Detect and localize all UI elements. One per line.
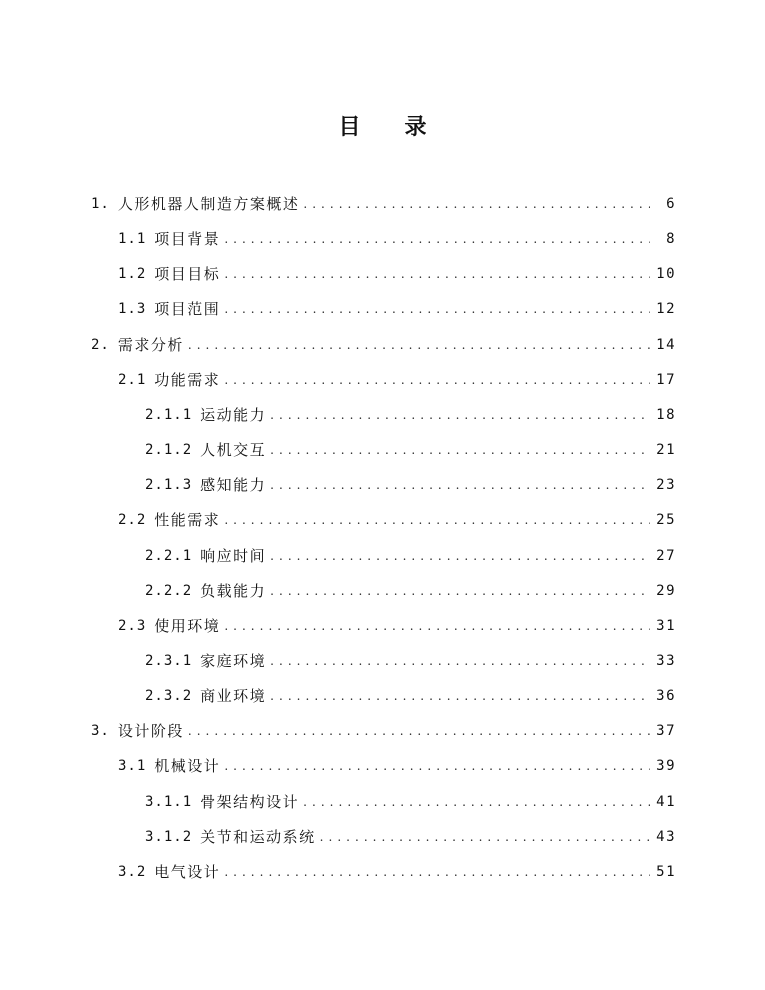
toc-entry-label: 机械设计 — [154, 757, 221, 776]
toc-entry-page-number: 33 — [656, 652, 676, 669]
toc-dot-leader — [270, 435, 650, 465]
toc-entry-page-number: 23 — [656, 477, 676, 494]
toc-entry-page-number: 12 — [656, 301, 676, 318]
toc-entry-label: 骨架结构设计 — [200, 792, 300, 811]
toc-dot-leader — [224, 365, 650, 395]
toc-dot-leader — [188, 330, 650, 360]
toc-entry-page-number: 43 — [656, 828, 676, 845]
toc-entry-label: 电气设计 — [154, 862, 221, 881]
toc-entry-number: 3.2 — [118, 863, 147, 880]
toc-entry-label: 商业环境 — [200, 687, 267, 706]
toc-entry-number: 2.3 — [118, 617, 147, 634]
toc-dot-leader — [270, 470, 650, 500]
toc-entry-page-number: 39 — [656, 758, 676, 775]
toc-entry-number: 2.3.1 — [145, 652, 193, 669]
toc-entry-label: 功能需求 — [154, 370, 221, 389]
toc-dot-leader — [188, 716, 650, 746]
toc-dot-leader — [270, 541, 650, 571]
toc-title — [0, 112, 765, 144]
toc-entry-page-number: 27 — [656, 547, 676, 564]
toc-entry-label: 运动能力 — [200, 405, 267, 424]
toc-entry-label: 人形机器人制造方案概述 — [117, 195, 300, 213]
toc-entry-label: 性能需求 — [154, 511, 221, 530]
toc-entry-label: 关节和运动系统 — [200, 827, 316, 846]
toc-entry-page-number: 36 — [656, 688, 676, 705]
toc-entry[interactable] — [118, 751, 676, 781]
toc-entry-label: 设计阶段 — [117, 722, 184, 741]
toc-entry-number: 2.1.1 — [145, 406, 193, 423]
toc-entry-page-number: 29 — [656, 582, 676, 599]
toc-entry[interactable] — [91, 189, 676, 219]
toc-entry-label: 项目目标 — [154, 265, 221, 284]
toc-entry-number: 3.1.1 — [145, 793, 193, 810]
toc-dot-leader — [320, 822, 650, 852]
toc-entry-page-number: 8 — [666, 231, 676, 248]
toc-entry[interactable] — [145, 576, 676, 606]
toc-entry[interactable] — [118, 365, 676, 395]
toc-entry-label: 项目背景 — [154, 230, 221, 249]
toc-dot-leader — [224, 224, 650, 254]
toc-entry-page-number: 25 — [656, 512, 676, 529]
toc-entry-number: 2.1.3 — [145, 477, 193, 494]
toc-entry[interactable] — [118, 224, 676, 254]
toc-entry-page-number: 10 — [656, 266, 676, 283]
toc-dot-leader — [303, 787, 650, 817]
toc-entry-page-number: 41 — [656, 793, 676, 810]
toc-entry-number: 1.1 — [118, 231, 147, 248]
toc-entry[interactable] — [118, 857, 676, 887]
toc-dot-leader — [303, 189, 650, 219]
toc-entry[interactable] — [91, 330, 676, 360]
toc-entry-number: 2.2.2 — [145, 582, 193, 599]
toc-title-right: 录 — [404, 115, 427, 140]
toc-entry[interactable] — [145, 435, 676, 465]
toc-dot-leader — [224, 259, 650, 289]
toc-entry-number: 1.2 — [118, 266, 147, 283]
toc-entry[interactable] — [118, 259, 676, 289]
toc-entry[interactable] — [145, 400, 676, 430]
toc-entry-page-number: 14 — [656, 336, 676, 353]
toc-entry-number: 2.3.2 — [145, 688, 193, 705]
toc-entry[interactable] — [145, 470, 676, 500]
toc-entry-page-number: 6 — [666, 196, 676, 212]
toc-entry-label: 响应时间 — [200, 546, 267, 565]
toc-entry-page-number: 18 — [656, 406, 676, 423]
toc-entry[interactable] — [91, 716, 676, 746]
toc-entry-label: 家庭环境 — [200, 651, 267, 670]
toc-entry-number: 2.2.1 — [145, 547, 193, 564]
toc-entry-number: 2.1 — [118, 371, 147, 388]
toc-entry-label: 使用环境 — [154, 616, 221, 635]
toc-entry-page-number: 31 — [656, 617, 676, 634]
toc-entry-number: 3.1 — [118, 758, 147, 775]
toc-entry-label: 人机交互 — [200, 441, 267, 460]
toc-entry-number: 2. — [91, 336, 110, 353]
toc-dot-leader — [224, 611, 650, 641]
toc-entry-label: 需求分析 — [117, 335, 184, 354]
toc-entry[interactable] — [145, 681, 676, 711]
toc-entry[interactable] — [145, 541, 676, 571]
toc-dot-leader — [270, 681, 650, 711]
toc-entry-number: 2.2 — [118, 512, 147, 529]
toc-dot-leader — [224, 751, 650, 781]
toc-entry-number: 1.3 — [118, 301, 147, 318]
toc-dot-leader — [224, 505, 650, 535]
toc-entry-number: 3.1.2 — [145, 828, 193, 845]
toc-title-left: 目 — [338, 115, 361, 140]
toc-entry-number: 1. — [91, 196, 110, 212]
toc-dot-leader — [270, 646, 650, 676]
toc-dot-leader — [224, 294, 650, 324]
toc-entry[interactable] — [145, 822, 676, 852]
toc-dot-leader — [224, 857, 650, 887]
toc-entry-label: 项目范围 — [154, 300, 221, 319]
toc-dot-leader — [270, 400, 650, 430]
toc-entry[interactable] — [118, 294, 676, 324]
toc-entry-page-number: 37 — [656, 723, 676, 740]
toc-entry-label: 感知能力 — [200, 476, 267, 495]
toc-entry-number: 2.1.2 — [145, 442, 193, 459]
toc-entry[interactable] — [118, 611, 676, 641]
toc-entry-number: 3. — [91, 723, 110, 740]
toc-entry-page-number: 17 — [656, 371, 676, 388]
toc-entry-label: 负载能力 — [200, 581, 267, 600]
toc-entry[interactable] — [145, 787, 676, 817]
toc-entry[interactable] — [118, 505, 676, 535]
toc-dot-leader — [270, 576, 650, 606]
toc-entry[interactable] — [145, 646, 676, 676]
toc-entry-page-number: 51 — [656, 863, 676, 880]
toc-entry-page-number: 21 — [656, 442, 676, 459]
